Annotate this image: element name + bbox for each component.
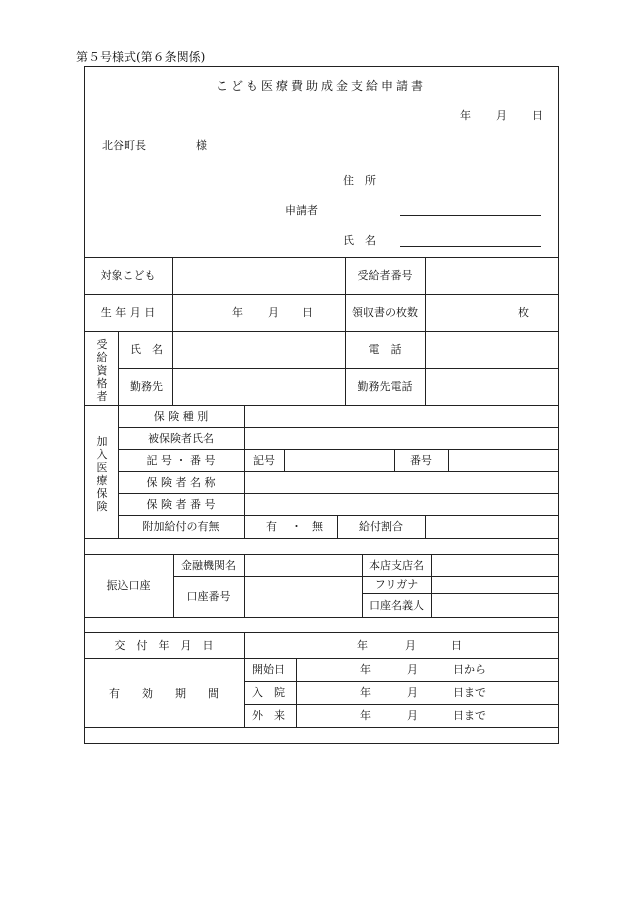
qualified-phone-label: 電 話 [368,343,402,356]
outpatient-until-label: 日まで [453,709,486,722]
start-year-label: 年 [360,663,371,676]
group-char: 医 [96,460,108,474]
row-line [244,704,558,705]
group-char: 者 [96,389,108,403]
bank-account-group-label: 振込口座 [106,579,151,592]
row-line [84,554,558,555]
row-line [118,493,558,494]
additional-yes-option[interactable]: 有 [266,520,277,533]
workplace-label: 勤務先 [130,380,163,393]
row-line [84,658,558,659]
furigana-label: フリガナ [374,578,419,591]
target-child-label: 対象こども [100,269,156,282]
insured-name-label: 被保険者氏名 [148,432,214,445]
row-line [362,576,558,577]
bank-institution-label: 金融機関名 [181,559,236,572]
row-line [84,331,558,332]
symbol-label: 記号 [253,454,275,467]
qualified-name-label: 氏 名 [130,343,163,356]
col-line [172,257,173,405]
form-title: こども医療費助成金支給申請書 [215,79,426,93]
row-line [84,727,558,728]
option-separator: ・ [291,520,302,533]
group-char: 資 [96,363,108,377]
col-line [296,658,297,727]
birth-day-label: 日 [302,306,313,319]
date-year-label: 年 [460,109,471,122]
date-day-label: 日 [532,109,543,122]
form-number-label: 第５号様式(第６条関係) [76,50,206,64]
row-line [84,617,558,618]
applicant-name-label: 氏 名 [343,234,376,247]
inpatient-until-label: 日まで [453,686,486,699]
group-char: 入 [96,447,108,461]
row-line [84,405,558,406]
group-char: 受 [96,338,108,351]
start-from-label: 日から [453,663,486,676]
col-line [118,331,119,405]
row-line [118,471,558,472]
row-line [118,368,558,369]
row-line [84,538,558,539]
start-month-label: 月 [407,663,418,676]
col-line [284,449,285,471]
receipts-count-label: 領収書の枚数 [352,306,418,319]
group-char: 療 [96,473,108,487]
insurer-name-label: 保 険 者 名 称 [146,476,216,489]
col-line [394,449,395,471]
col-line [425,515,426,538]
birth-date-label: 生 年 月 日 [100,306,156,319]
col-line [425,257,426,405]
issue-date-label: 交 付 年 月 日 [114,639,214,652]
name-write-line[interactable] [400,246,541,247]
receipts-unit-label: 枚 [518,306,529,319]
group-char: 加 [96,435,108,448]
issue-month-label: 月 [405,639,416,652]
insurance-group-label [95,436,109,514]
inpatient-month-label: 月 [407,686,418,699]
birth-year-label: 年 [232,306,243,319]
col-line [244,554,245,617]
applicant-address-label: 住 所 [343,174,376,187]
account-holder-label: 口座名義人 [369,599,424,612]
group-char: 険 [96,499,108,513]
group-char: 保 [96,486,108,500]
validity-period-label: 有 効 期 間 [109,687,219,700]
benefit-ratio-label: 給付割合 [359,520,403,533]
frame-bottom [84,743,559,744]
col-line [244,632,245,727]
row-line [84,294,558,295]
frame-top [84,66,558,67]
number-label: 番号 [410,454,432,467]
addressee: 北谷町長 [102,139,146,152]
additional-no-option[interactable]: 無 [312,520,323,533]
address-write-line[interactable] [400,215,541,216]
group-char: 給 [96,350,108,364]
insurer-number-label: 保 険 者 番 号 [146,498,216,511]
row-line [118,515,558,516]
row-line [118,427,558,428]
recipient-number-label: 受給者番号 [357,269,413,282]
birth-month-label: 月 [268,306,279,319]
issue-day-label: 日 [451,639,462,652]
col-line [448,449,449,471]
inpatient-year-label: 年 [360,686,371,699]
row-line [84,257,558,258]
insurance-type-label: 保 険 種 別 [153,410,209,423]
issue-year-label: 年 [357,639,368,652]
account-number-label: 口座番号 [186,590,231,603]
symbol-number-label: 記 号 ・ 番 号 [146,454,216,467]
row-line [118,449,558,450]
outpatient-year-label: 年 [360,709,371,722]
additional-benefit-label: 附加給付の有無 [142,520,220,533]
frame-right [558,66,559,744]
outpatient-label: 外 来 [252,709,285,722]
row-line [84,632,558,633]
workplace-phone-label: 勤務先電話 [357,380,413,393]
col-line [431,554,432,617]
outpatient-month-label: 月 [407,709,418,722]
inpatient-label: 入 院 [252,686,285,699]
row-line [244,681,558,682]
group-char: 格 [96,376,108,390]
qualified-person-group-label [95,339,109,404]
row-line [362,593,558,594]
date-month-label: 月 [496,109,507,122]
start-date-label: 開始日 [252,663,285,676]
applicant-label: 申請者 [285,204,318,217]
addressee-honorific: 様 [196,139,207,152]
branch-label: 本店支店名 [369,559,424,572]
